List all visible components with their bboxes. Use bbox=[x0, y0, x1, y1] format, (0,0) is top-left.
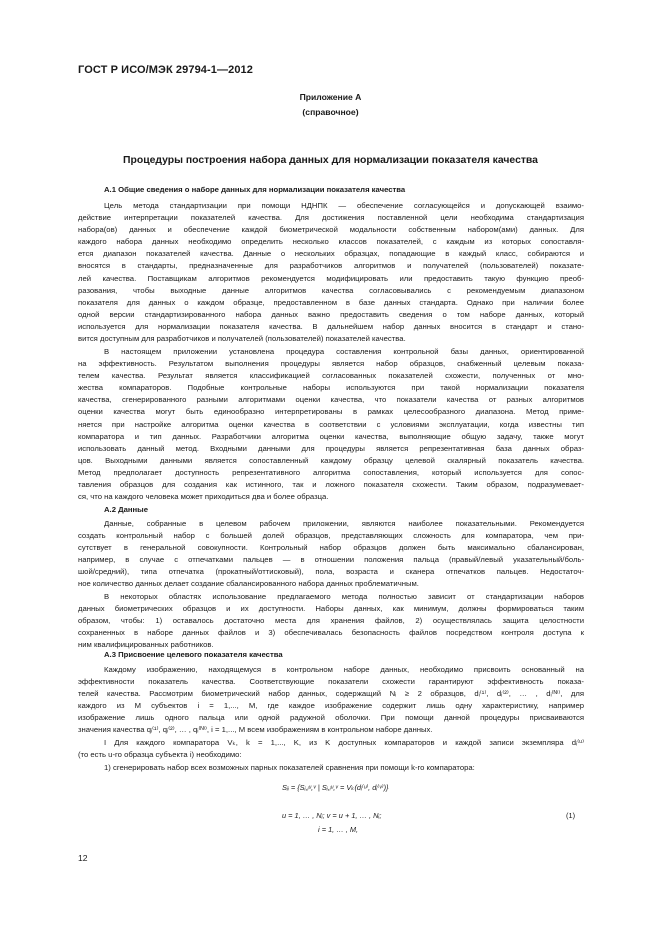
paragraph-line: ное количество данных делает создание сбалансированного набора данных проблематичным. bbox=[78, 579, 419, 589]
paragraph-line: (то есть u-го образца субъекта i) необходимо: bbox=[78, 750, 242, 760]
paragraph-line: В некоторых областях использование предлагаемого метода полностью зависит от стандартизации наборов bbox=[104, 592, 584, 601]
section-a3-heading: А.3 Присвоение целевого показателя качества bbox=[104, 650, 283, 659]
section-a2-paragraph-2 bbox=[78, 591, 584, 651]
paragraph-line: разования, чтобы выходные данные алгоритмов качества согласовывались с рекомендуемым диапазоном bbox=[78, 285, 584, 295]
paragraph-line: Цель метода стандартизации при помощи НДНПК — обеспечение согласующейся и допускающей взаимо- bbox=[104, 201, 584, 210]
paragraph-line: лей качества. Поставщикам алгоритмов рекомендуется модифицировать или предоставить такую функцию преоб- bbox=[78, 273, 584, 283]
formula-line-2: u = 1, … , Nᵢ; v = u + 1, … , Nᵢ; bbox=[282, 811, 382, 820]
step-1-text: 1) сгенерировать набор всех возможных парных показателей сравнения при помощи k-го компаратора: bbox=[104, 763, 475, 772]
paragraph-line: шой/средний), типа отпечатка (прокатный/оттисковый), пола, возраста и сканера отпечатков пальцев. Недостаточ- bbox=[78, 567, 584, 577]
paragraph-line: телей качества. Рассмотрим биометрический набор данных, содержащий Nᵢ ≥ 2 образцов, dᵢ⁽¹⁾, dᵢ⁽²⁾, … , dᵢ⁽ᴺⁱ⁾, для bbox=[78, 689, 584, 699]
section-a2-heading: А.2 Данные bbox=[104, 505, 148, 514]
paragraph-line: ется диапазон показателей качества. Данные о нескольких образцах, попадающие в каждый класс, собираются и bbox=[78, 249, 584, 259]
equation-number: (1) bbox=[566, 811, 576, 820]
appendix-note: (справочное) bbox=[302, 107, 359, 117]
paragraph-line: В настоящем приложении установлена процедура составления контрольной базы данных, ориентированной bbox=[104, 347, 584, 356]
paragraph-line: телем качества. Результат является классификацией согласованных показателей схожести, полученных от мно- bbox=[78, 371, 584, 381]
section-a1-paragraph-2 bbox=[78, 346, 584, 503]
section-a2-paragraph-1 bbox=[78, 518, 584, 591]
paragraph-line: вносятся в стандарты, предназначенные для разработчиков алгоритмов и получателей (пользователей) показате- bbox=[78, 261, 584, 271]
appendix-title: Приложение А bbox=[299, 92, 362, 102]
paragraph-line: на эффективность. Результатом выполнения процедуры является набор образцов, снабженный целевым показа- bbox=[78, 359, 584, 369]
document-header: ГОСТ Р ИСО/МЭК 29794-1—2012 bbox=[78, 64, 253, 76]
paragraph-line: ся, что на каждого человека может приходиться два и более образца. bbox=[78, 492, 329, 502]
paragraph-line: вится доступным для разработчиков и получателей (пользователей) показателей качества. bbox=[78, 334, 406, 344]
paragraph-line: сохраненных в наборе данных файлов и 3) обеспечивалась безопасность файлов посредством контроля доступа к bbox=[78, 628, 584, 638]
formula-line-3: i = 1, … , M, bbox=[318, 825, 359, 834]
paragraph-line: эффективности показатель качества. Соответствующие показатели схожести гарантируют эффективность показа- bbox=[78, 677, 584, 687]
paragraph-line: одной версии стандартизированного набора данных важно предоставить сведения о том наборе данных, который bbox=[78, 309, 584, 319]
paragraph-line: каждого из M субъектов i = 1,..., M, где каждое изображение содержит лишь одну характеристику, например bbox=[78, 701, 584, 711]
paragraph-line: I Для каждого компаратора Vₖ, k = 1,..., K, из K доступных компараторов и каждой записи экземпляра dᵢ⁽ᵘ⁾ bbox=[104, 738, 584, 747]
paragraph-line: например, в случае с отпечатками пальцев — в отношении положения пальца (правый/левый указательный/боль- bbox=[78, 555, 584, 565]
paragraph-line: Метод предполагает доступность репрезентативного алгоритма сопоставления, который используется для сопос- bbox=[78, 467, 584, 477]
paragraph-line: Каждому изображению, находящемуся в контрольном наборе данных, необходимо присвоить основанный на bbox=[104, 665, 584, 674]
paragraph-line: каждого набора данных необходимо определить несколько классов показателей, с каждым из которых сопоставля- bbox=[78, 237, 584, 247]
paragraph-line: жества компараторов. Подобные контрольные наборы используются при такой нормализации показателя bbox=[78, 383, 584, 393]
paragraph-line: данных биометрических образцов и их доступности. Наборы данных, как минимум, должны формироваться таким bbox=[78, 604, 584, 614]
paragraph-line: няется при настройке алгоритма оценки качества в соответствии с условиями эксплуатации, когда известны тип bbox=[78, 419, 584, 429]
paragraph-line: цов. Выходными данными является сопоставленный каждому образцу целевой скалярный показатель качества. bbox=[78, 455, 584, 465]
paragraph-line: качества, сгенерированного разными алгоритмами оценки качества, что показатели качества от разных алгоритмов bbox=[78, 395, 584, 405]
paragraph-line: использовать данный метод. Входными данными для процедуры является репрезентативная база данных образ- bbox=[78, 443, 584, 453]
paragraph-line: компаратора и тип данных. Разработчики алгоритма оценки качества, выполняющие общую задачу, также могут bbox=[78, 431, 584, 441]
document-title: Процедуры построения набора данных для нормализации показателя качества bbox=[123, 155, 538, 166]
section-a1-paragraph-1 bbox=[78, 200, 584, 345]
paragraph-line: набора(ов) данных и обеспечение каждой биометрической модальности собственным набором(ами) данных. Для bbox=[78, 225, 584, 235]
paragraph-line: сутствует в генеральной совокупности. Контрольный набор образцов должен быть максимально сбалансирован, bbox=[78, 543, 584, 553]
paragraph-line: используется для нормализации показателя качества. В дальнейшем набор данных вносится в стандарт и стано- bbox=[78, 321, 584, 331]
paragraph-line: значения качества qᵢ⁽¹⁾, qᵢ⁽²⁾, … , qᵢ⁽ᴺⁱ⁾, i = 1,..., M всем изображениям в контрольном наборе данных. bbox=[78, 725, 433, 735]
paragraph-line: показателя для данных о каждом образце, предоставленном в базе данных стандарта. Однако при наличии более bbox=[78, 297, 584, 307]
paragraph-line: действие интерпретации показателей качества. Для достижения поставленной цели необходима стандартизация bbox=[78, 213, 584, 223]
section-a3-paragraph-2 bbox=[78, 737, 584, 761]
paragraph-line: Данные, собранные в целевом рабочем приложении, являются наиболее показательными. Рекомендуется bbox=[104, 519, 584, 528]
paragraph-line: изображение лишь одного пальца или одной радужной оболочки. При помощи данной процедуры присваиваются bbox=[78, 713, 584, 723]
section-a1-heading: А.1 Общие сведения о наборе данных для нормализации показателя качества bbox=[104, 185, 406, 194]
section-a3-paragraph-1 bbox=[78, 664, 584, 737]
page-number: 12 bbox=[78, 853, 88, 863]
paragraph-line: образом, чтобы: 1) оставалось достаточно места для хранения файлов, 2) осуществлялась защита целостности bbox=[78, 616, 584, 626]
section-a3-step-1 bbox=[78, 762, 584, 774]
paragraph-line: оценки качества могут быть единообразно интерпретированы в рамках целесообразного диапазона. Метод приме- bbox=[78, 407, 584, 417]
paragraph-line: создать контрольный набор с большей долей образцов, представляющих сложность для компаратора, чем при- bbox=[78, 531, 584, 541]
paragraph-line: тавления образцов для создания как истинного, так и ложного показателя схожести. Таким образом, подразумевает- bbox=[78, 480, 584, 490]
formula-line-1: Sᵢᵢ = {Sᵢ,ᵢᵘ,ᵛ | Sᵢ,ᵢᵘ,ᵛ = Vₖ(dᵢ⁽ᵘ⁾, dᵢ⁽ᵛ⁾)} bbox=[282, 783, 389, 792]
paragraph-line: ним квалифицированных работников. bbox=[78, 640, 214, 650]
